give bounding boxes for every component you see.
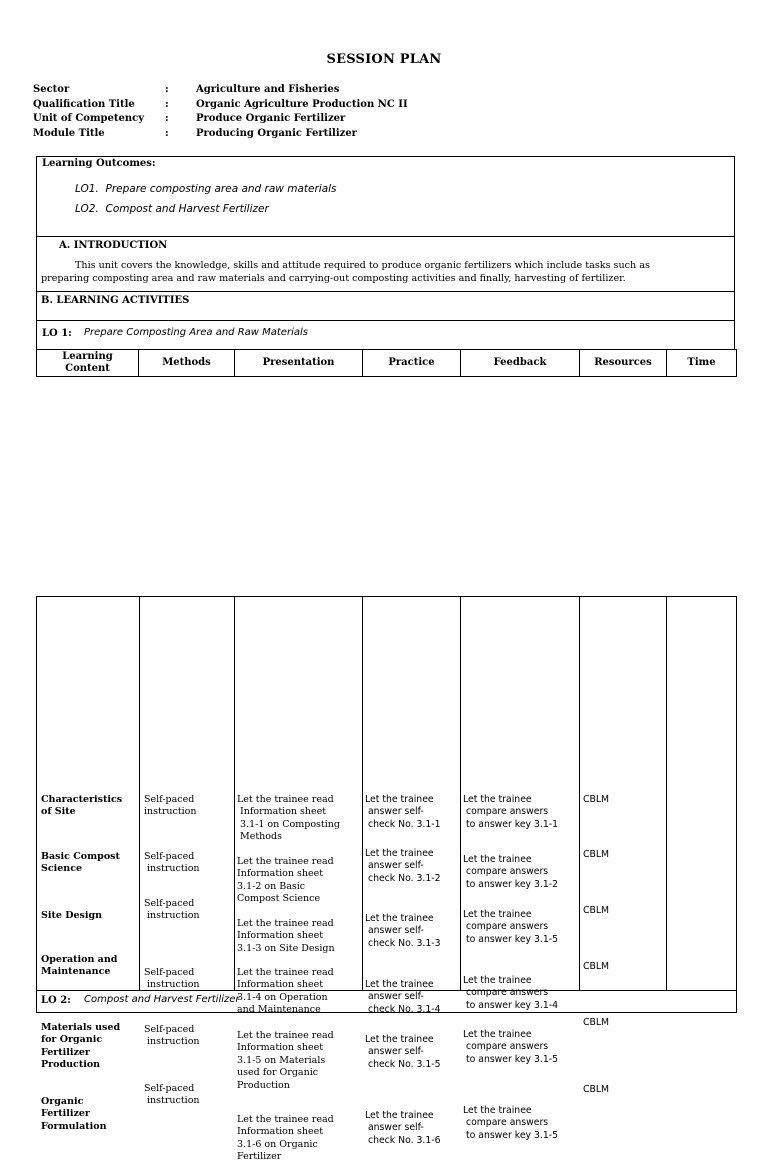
resource-item: CBLM bbox=[583, 960, 610, 972]
feedback-line: to answer key 3.1-5 bbox=[463, 1129, 559, 1141]
practice-line: answer self- bbox=[365, 806, 424, 818]
presentation-line: Information sheet bbox=[237, 868, 324, 880]
methods-line: Self-paced bbox=[144, 897, 195, 909]
presentation-line: Let the trainee read bbox=[237, 855, 334, 867]
column-header-learning-content bbox=[37, 350, 139, 377]
practice-cell bbox=[363, 597, 461, 1146]
practice-line: check No. 3.1-1 bbox=[365, 818, 441, 830]
meta-label: Sector bbox=[33, 84, 70, 95]
column-header-methods: Methods bbox=[139, 350, 235, 377]
methods-line: instruction bbox=[144, 1036, 200, 1048]
practice-line: answer self- bbox=[365, 925, 424, 937]
activities-table bbox=[36, 596, 737, 1163]
practice-line: check No. 3.1-2 bbox=[365, 872, 441, 884]
practice-line: Let the trainee bbox=[365, 912, 434, 924]
presentation-cell bbox=[235, 597, 363, 1163]
introduction-text-line-2: preparing composting area and raw materials and carrying-out composting activities and finally, harvesting of fertilizer. bbox=[41, 273, 626, 284]
feedback-line: Let the trainee bbox=[463, 974, 532, 986]
methods-line: instruction bbox=[144, 806, 197, 818]
feedback-line: compare answers bbox=[463, 806, 549, 818]
presentation-line: used for Organic bbox=[237, 1067, 319, 1079]
feedback-line: compare answers bbox=[463, 1117, 549, 1129]
content-line: Basic Compost bbox=[41, 850, 120, 862]
feedback-line: compare answers bbox=[463, 866, 549, 878]
presentation-line: Information sheet bbox=[237, 979, 324, 991]
meta-row-unit bbox=[33, 112, 408, 127]
learning-activities-heading: B. LEARNING ACTIVITIES bbox=[41, 295, 190, 306]
learning-activities-box bbox=[36, 291, 735, 321]
presentation-line: Let the trainee read bbox=[237, 793, 334, 805]
introduction-text-line-1: This unit covers the knowledge, skills and attitude required to produce organic fertilizers which include tasks such as bbox=[75, 260, 650, 271]
presentation-line: Information sheet bbox=[237, 930, 324, 942]
introduction-box bbox=[36, 236, 735, 292]
meta-separator: : bbox=[165, 84, 169, 95]
meta-value: Agriculture and Fisheries bbox=[196, 84, 340, 95]
resource-item: CBLM bbox=[583, 848, 610, 860]
content-line: Organic bbox=[41, 1095, 84, 1107]
feedback-line: to answer key 3.1-1 bbox=[463, 818, 559, 830]
practice-line: answer self- bbox=[365, 860, 424, 872]
meta-label: Unit of Competency bbox=[33, 113, 145, 125]
presentation-line: 3.1-4 on Operation bbox=[237, 991, 328, 1003]
column-header-text: Learning Content bbox=[62, 351, 113, 374]
content-line: Fertilizer bbox=[41, 1108, 90, 1120]
learning-outcomes-box bbox=[36, 156, 735, 237]
practice-line: Let the trainee bbox=[365, 1033, 434, 1045]
time-cell bbox=[667, 597, 737, 991]
feedback-line: compare answers bbox=[463, 987, 549, 999]
methods-line: instruction bbox=[144, 979, 200, 991]
resource-item: CBLM bbox=[583, 1016, 610, 1028]
page-title: SESSION PLAN bbox=[326, 52, 442, 67]
meta-value: Produce Organic Fertilizer bbox=[196, 113, 346, 125]
methods-line: Self-paced bbox=[144, 850, 195, 862]
presentation-line: Fertilizer bbox=[237, 1151, 282, 1163]
content-line: Operation and bbox=[41, 953, 118, 965]
content-line: Characteristics bbox=[41, 793, 123, 805]
feedback-line: Let the trainee bbox=[463, 853, 532, 865]
practice-line: Let the trainee bbox=[365, 847, 434, 859]
presentation-line: Information sheet bbox=[237, 1126, 324, 1138]
methods-line: Self-paced bbox=[144, 1023, 195, 1035]
practice-line: check No. 3.1-3 bbox=[365, 937, 441, 949]
meta-row-sector bbox=[33, 83, 408, 98]
feedback-line: Let the trainee bbox=[463, 1104, 532, 1116]
presentation-line: Let the trainee read bbox=[237, 1029, 334, 1041]
presentation-line: and Maintenance bbox=[237, 1004, 321, 1016]
meta-value: Organic Agriculture Production NC II bbox=[196, 98, 408, 110]
practice-line: check No. 3.1-4 bbox=[365, 1003, 441, 1015]
content-line: Fertilizer bbox=[41, 1046, 90, 1058]
methods-line: instruction bbox=[144, 910, 200, 922]
content-line: Maintenance bbox=[41, 966, 111, 978]
feedback-line: to answer key 3.1-2 bbox=[463, 878, 559, 890]
meta-separator: : bbox=[165, 113, 169, 125]
lo2-row bbox=[37, 991, 737, 1013]
feedback-line: Let the trainee bbox=[463, 908, 532, 920]
lo1-row bbox=[36, 320, 735, 350]
resource-item: CBLM bbox=[583, 1083, 610, 1095]
practice-line: check No. 3.1-6 bbox=[365, 1134, 441, 1146]
feedback-line: to answer key 3.1-4 bbox=[463, 999, 559, 1011]
practice-line: answer self- bbox=[365, 991, 424, 1003]
meta-value: Producing Organic Fertilizer bbox=[196, 127, 357, 139]
methods-line: Self-paced bbox=[144, 793, 195, 805]
feedback-cell bbox=[461, 597, 580, 1141]
practice-line: Let the trainee bbox=[365, 1109, 434, 1121]
feedback-line: compare answers bbox=[463, 1041, 549, 1053]
content-line: for Organic bbox=[41, 1034, 103, 1046]
meta-label: Module Title bbox=[33, 127, 105, 139]
methods-line: instruction bbox=[144, 1095, 200, 1107]
practice-line: answer self- bbox=[365, 1046, 424, 1058]
column-header-practice: Practice bbox=[363, 350, 461, 377]
practice-line: Let the trainee bbox=[365, 793, 434, 805]
presentation-line: Compost Science bbox=[237, 893, 321, 905]
meta-row-module bbox=[33, 127, 408, 142]
column-header-resources: Resources bbox=[580, 350, 667, 377]
content-line: Production bbox=[41, 1059, 101, 1071]
practice-line: answer self- bbox=[365, 1122, 424, 1134]
column-header-feedback: Feedback bbox=[461, 350, 580, 377]
meta-separator: : bbox=[165, 98, 169, 110]
feedback-line: compare answers bbox=[463, 921, 549, 933]
presentation-line: 3.1-2 on Basic bbox=[237, 880, 306, 892]
presentation-line: 3.1-3 on Site Design bbox=[237, 942, 335, 954]
meta-separator: : bbox=[165, 127, 169, 139]
lo1-label: LO 1: bbox=[42, 328, 72, 339]
resources-cell bbox=[580, 597, 667, 1095]
resource-item: CBLM bbox=[583, 904, 610, 916]
plan-metadata bbox=[33, 83, 408, 141]
column-header-presentation: Presentation bbox=[235, 350, 363, 377]
content-line: of Site bbox=[41, 806, 76, 818]
presentation-line: Production bbox=[237, 1079, 290, 1091]
learning-outcome-2: LO2. Compost and Harvest Fertilizer bbox=[75, 203, 269, 215]
introduction-heading: A. INTRODUCTION bbox=[59, 240, 168, 251]
presentation-line: Information sheet bbox=[237, 1042, 324, 1054]
methods-line: Self-paced bbox=[144, 1082, 195, 1094]
lo2-title: Compost and Harvest Fertilizer bbox=[84, 994, 240, 1005]
content-line: Formulation bbox=[41, 1120, 107, 1132]
lo2-label: LO 2: bbox=[41, 995, 71, 1006]
learning-outcomes-heading: Learning Outcomes: bbox=[42, 158, 156, 169]
presentation-line: Let the trainee read bbox=[237, 966, 334, 978]
activities-header-table bbox=[36, 349, 737, 377]
presentation-line: 3.1-1 on Composting bbox=[237, 818, 340, 830]
presentation-line: Let the trainee read bbox=[237, 917, 334, 929]
content-line: Site Design bbox=[41, 909, 102, 921]
presentation-line: Methods bbox=[237, 831, 282, 843]
practice-line: check No. 3.1-5 bbox=[365, 1058, 441, 1070]
presentation-line: 3.1-5 on Materials bbox=[237, 1054, 326, 1066]
content-line: Science bbox=[41, 863, 83, 875]
content-line: Materials used bbox=[41, 1021, 121, 1033]
feedback-line: to answer key 3.1-5 bbox=[463, 933, 559, 945]
methods-line: Self-paced bbox=[144, 966, 195, 978]
column-header-time: Time bbox=[667, 350, 737, 377]
methods-line: instruction bbox=[144, 863, 200, 875]
presentation-line: Let the trainee read bbox=[237, 1113, 334, 1125]
practice-line: Let the trainee bbox=[365, 978, 434, 990]
presentation-line: 3.1-6 on Organic bbox=[237, 1138, 318, 1150]
feedback-line: to answer key 3.1-5 bbox=[463, 1053, 559, 1065]
lo1-title: Prepare Composting Area and Raw Materials bbox=[84, 327, 308, 338]
learning-outcome-1: LO1. Prepare composting area and raw materials bbox=[75, 183, 337, 195]
resource-item: CBLM bbox=[583, 793, 610, 805]
feedback-line: Let the trainee bbox=[463, 1028, 532, 1040]
activities-row bbox=[37, 597, 737, 991]
feedback-line: Let the trainee bbox=[463, 793, 532, 805]
meta-label: Qualification Title bbox=[33, 98, 135, 110]
presentation-line: Information sheet bbox=[237, 806, 327, 818]
lo2-cell bbox=[37, 991, 737, 1013]
meta-row-qualification bbox=[33, 98, 408, 113]
